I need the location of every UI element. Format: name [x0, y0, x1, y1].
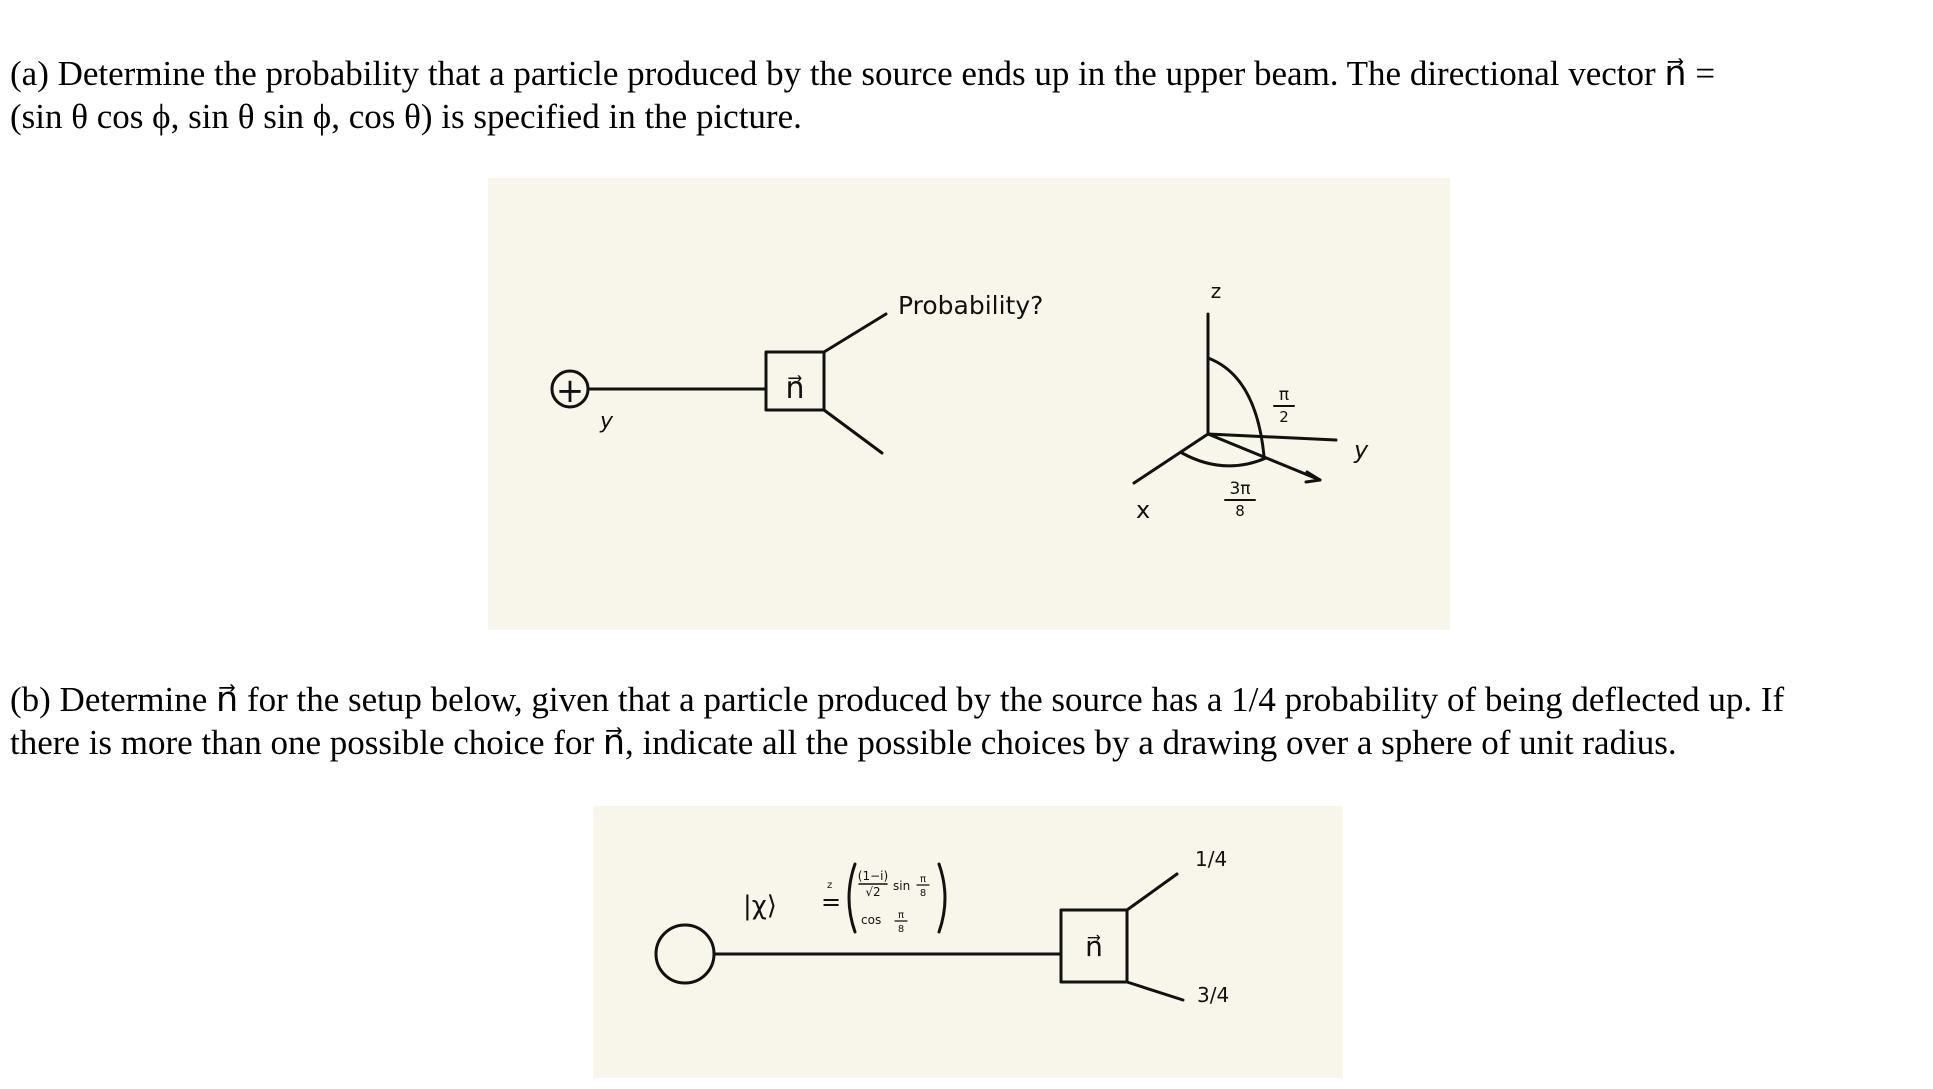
source-plus-symbol: + — [555, 371, 585, 411]
right-paren — [939, 864, 945, 932]
left-paren — [849, 864, 855, 932]
part-b-line-1: (b) Determine n⃗ for the setup below, given that a particle produced by the source has a 1/4 probability of being deflected up. If — [10, 680, 1785, 719]
figure-a-panel — [488, 178, 1450, 630]
equals-sign: = — [821, 888, 842, 916]
part-a-question — [10, 52, 1920, 138]
source-plus — [552, 371, 614, 434]
x-axis-label: x — [1136, 496, 1151, 524]
coeff-denominator: √2 — [865, 885, 881, 899]
y-axis-line — [1208, 434, 1336, 440]
phi-label — [1225, 479, 1255, 520]
bottom-arg-denominator: 8 — [897, 924, 905, 935]
phi-arc — [1182, 453, 1266, 466]
axes-diagram — [1134, 279, 1369, 524]
bottom-arg-numerator: π — [897, 910, 905, 921]
top-func: sin — [893, 879, 911, 893]
y-axis-label: y — [1354, 436, 1369, 464]
lower-beam — [824, 410, 882, 453]
part-b-question — [10, 678, 1920, 764]
phi-denominator: 8 — [1235, 502, 1245, 520]
box-label-n: n⃗ — [1085, 930, 1103, 963]
figure-b-panel — [593, 806, 1343, 1078]
z-axis-label: z — [1210, 279, 1222, 303]
n-vector-arrowhead — [1306, 472, 1320, 482]
phi-numerator: 3π — [1229, 479, 1251, 499]
state-vector — [743, 864, 945, 935]
equals-annotation: z — [827, 880, 833, 891]
top-arg-denominator: 8 — [919, 888, 927, 899]
source-axis-label: y — [600, 409, 614, 434]
upper-beam-label: Probability? — [898, 291, 1044, 320]
upper-beam — [824, 314, 886, 352]
theta-denominator: 2 — [1279, 408, 1289, 426]
lower-probability: 3/4 — [1197, 983, 1230, 1007]
upper-beam — [1127, 874, 1177, 910]
coeff-numerator: (1−i) — [857, 869, 889, 883]
theta-arc — [1208, 358, 1264, 456]
bottom-func: cos — [861, 913, 882, 927]
figure-a-drawing — [488, 178, 1450, 630]
theta-numerator: π — [1278, 385, 1290, 405]
part-b-line-2: there is more than one possible choice for n⃗, indicate all the possible choices by a drawing over a sphere of unit radius. — [10, 723, 1677, 762]
figure-b-drawing — [593, 806, 1343, 1078]
lower-beam — [1127, 982, 1183, 1000]
part-a-line-2: (sin θ cos ϕ, sin θ sin ϕ, cos θ) is specified in the picture. — [10, 97, 802, 136]
ket-label: |χ⟩ — [743, 891, 777, 921]
source-circle — [656, 925, 714, 983]
theta-label — [1274, 385, 1294, 426]
part-a-line-1: (a) Determine the probability that a particle produced by the source ends up in the upper beam. The directional vector n⃗ = — [10, 54, 1716, 93]
box-label-n: n⃗ — [785, 371, 805, 406]
top-arg-numerator: π — [919, 874, 927, 885]
upper-probability: 1/4 — [1195, 847, 1228, 871]
